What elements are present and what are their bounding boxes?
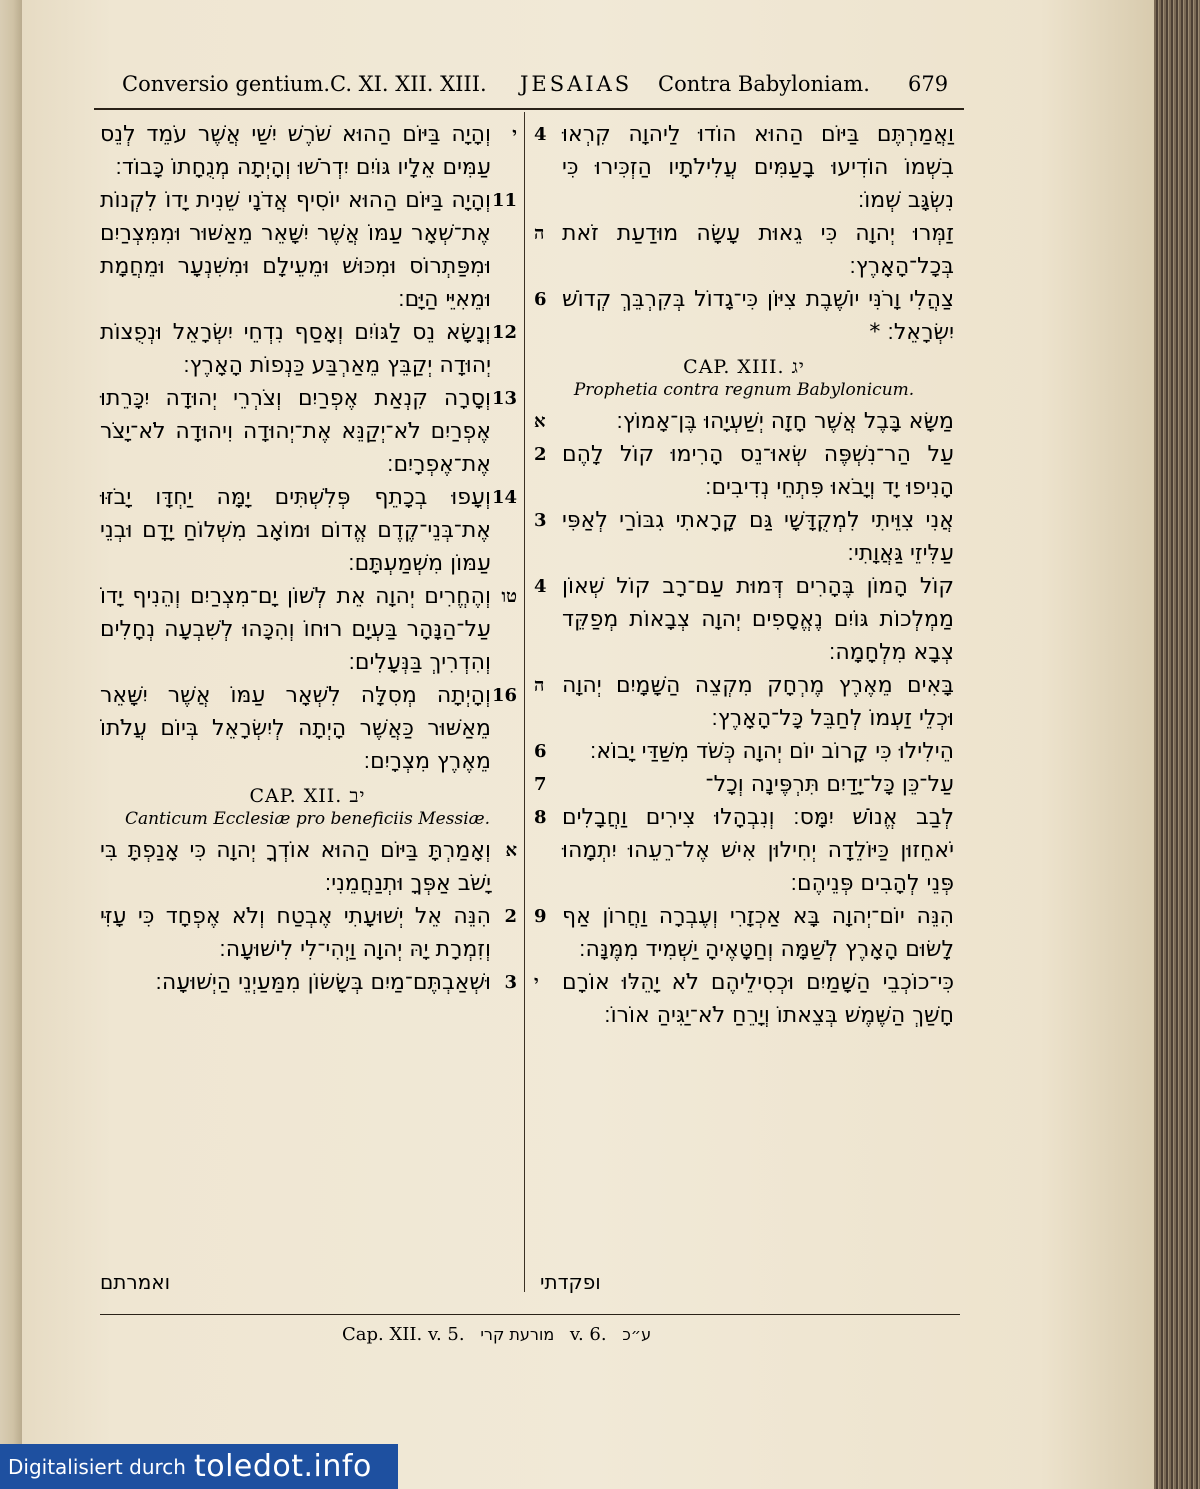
running-head-right: Contra Babyloniam. xyxy=(658,72,870,96)
left-column-verses-bottom xyxy=(100,834,515,999)
verse-number: 2 xyxy=(534,444,547,465)
verse-text: וְסָרָה קִנְאַת אֶפְרַיִם וְצֹרְרֵי יְהוּדָה יִכָּרֵתוּ אֶפְרַיִם לֹא־יְקַנֵּא אֶת־יְהוּדָה וִיהוּדָה לֹא־יָצֹר אֶת־אֶפְרָיִם׃ xyxy=(100,386,491,477)
verse-number: י xyxy=(534,972,539,993)
verse xyxy=(534,768,954,801)
verse-number: טו xyxy=(501,586,517,607)
verse-text: וְהֶחֱרִים יְהוָה אֵת לְשׁוֹן יָם־מִצְרַיִם וְהֵנִיף יָדוֹ עַל־הַנָּהָר בַּעְיָם רוּחוֹ וְהִכָּהוּ לְשִׁבְעָה נְחָלִים וְהִדְרִיךְ בַּנְּעָלִים׃ xyxy=(100,584,491,675)
verse-text: צַהֲלִי וָרֹנִּי יוֹשֶׁבֶת צִיּוֹן כִּי־גָדוֹל בְּקִרְבֵּךְ קְדוֹשׁ יִשְׂרָאֵל׃ * xyxy=(562,287,954,345)
verse-number: 7 xyxy=(534,774,547,795)
verse-text: בָּאִים מֵאֶרֶץ מֶרְחָק מִקְצֵה הַשָּׁמָיִם יְהוָה וּכְלֵי זַעְמוֹ לְחַבֵּל כָּל־הָאָרֶץ׃ xyxy=(562,673,954,731)
verse-text: וַאֲמַרְתֶּם בַּיּוֹם הַהוּא הוֹדוּ לַיהוָה קִרְאוּ בִשְׁמוֹ הוֹדִיעוּ בָעַמִּים עֲלִילֹתָיו הַזְכִּירוּ כִּי נִשְׂגָּב שְׁמוֹ׃ xyxy=(562,122,954,213)
verse-number: 8 xyxy=(534,807,547,828)
chapter-heading: CAP. XIII. יג xyxy=(683,356,805,378)
chapter-subtitle: Prophetia contra regnum Babylonicum. xyxy=(573,380,915,400)
verse xyxy=(534,669,954,735)
verse-number: א xyxy=(534,411,546,432)
verse xyxy=(100,900,517,966)
previous-page-edge xyxy=(0,0,22,1489)
footnote-left-ref: Cap. XII. v. 5. xyxy=(342,1324,465,1345)
verse xyxy=(100,580,517,679)
verse-text: מַשָּׂא בָּבֶל אֲשֶׁר חָזָה יְשַׁעְיָהוּ בֶּן־אָמוֹץ׃ xyxy=(616,409,954,434)
verse-text: לְבַב אֱנוֹשׁ יִמָּס׃ וְנִבְהָלוּ צִירִים וַחֲבָלִים יֹאחֵזוּן כַּיּוֹלֵדָה יְחִילוּן אִישׁ אֶל־רֵעֵהוּ יִתְמָהוּ פְּנֵי לְהָבִים פְּנֵיהֶם׃ xyxy=(562,805,954,896)
verse xyxy=(100,382,517,481)
verse-number: א xyxy=(505,840,517,861)
verse-text: עַל־כֵּן כָּל־יָדַיִם תִּרְפֶּינָה וְכָל־ xyxy=(705,772,954,797)
verse-number: 14 xyxy=(491,487,517,508)
verse-number: 3 xyxy=(534,510,547,531)
verse xyxy=(100,118,517,184)
verse-text: עַל הַר־נִשְׁפֶּה שְׂאוּ־נֵס הָרִימוּ קוֹל לָהֶם הָנִיפוּ יָד וְיָבֹאוּ פִּתְחֵי נְדִיבִים׃ xyxy=(562,442,954,500)
footnote-rule xyxy=(100,1314,960,1315)
verse-number: 3 xyxy=(504,972,517,993)
verse-text: הֵילִילוּ כִּי קָרוֹב יוֹם יְהוָה כְּשֹׁד מִשַּׁדַּי יָבוֹא׃ xyxy=(589,739,954,764)
verse-text: הִנֵּה יוֹם־יְהוָה בָּא אַכְזָרִי וְעֶבְרָה וַחֲרוֹן אַף לָשׂוּם הָאָרֶץ לְשַׁמָּה וְחַטָּאֶיהָ יַשְׁמִיד מִמֶּנָּה׃ xyxy=(562,904,954,962)
page-block-edges xyxy=(1154,0,1200,1489)
right-column-verses-bottom xyxy=(534,405,954,1032)
verse-text: וְאָמַרְתָּ בַּיּוֹם הַהוּא אוֹדְךָ יְהוָה כִּי אָנַפְתָּ בִּי יָשֹׁב אַפְּךָ וּתְנַחֲמֵנִי׃ xyxy=(100,838,491,896)
verse xyxy=(100,481,517,580)
verse xyxy=(100,966,517,999)
running-head-chapters: C. XI. XII. XIII. xyxy=(330,72,487,96)
right-column xyxy=(534,118,954,1298)
watermark-prefix: Digitalisiert durch xyxy=(8,1454,186,1479)
verse xyxy=(100,184,517,316)
page-number: 679 xyxy=(908,72,949,96)
column-divider xyxy=(524,112,525,1292)
verse xyxy=(534,801,954,900)
verse-number: 12 xyxy=(491,322,517,343)
verse-text: זַמְּרוּ יְהוָה כִּי גֵאוּת עָשָׂה מוּדַעַת זֹאת בְּכָל־הָאָרֶץ׃ xyxy=(562,221,954,279)
running-head-book: JESAIAS xyxy=(520,72,633,96)
catchword-left: ואמרתם xyxy=(100,1270,171,1294)
verse xyxy=(100,316,517,382)
verse xyxy=(100,834,517,900)
verse-text: וּשְׁאַבְתֶּם־מַיִם בְּשָׂשׂוֹן מִמַּעַיְנֵי הַיְשׁוּעָה׃ xyxy=(155,970,491,995)
verse xyxy=(534,504,954,570)
verse-number: 4 xyxy=(534,576,547,597)
verse-number: 11 xyxy=(491,190,517,211)
verse-number: 2 xyxy=(504,906,517,927)
verse-text: וְהָיְתָה מְסִלָּה לִשְׁאָר עַמּוֹ אֲשֶׁר יִשָּׁאֵר מֵאַשּׁוּר כַּאֲשֶׁר הָיְתָה לְיִשְׂרָאֵל בְּיוֹם עֲלֹתוֹ מֵאֶרֶץ מִצְרָיִם׃ xyxy=(100,683,491,774)
verse-number: ה xyxy=(534,223,545,244)
verse-number: י xyxy=(512,124,517,145)
verse xyxy=(534,283,954,349)
verse-text: קוֹל הָמוֹן בֶּהָרִים דְּמוּת עַם־רָב קוֹל שְׁאוֹן מַמְלְכוֹת גּוֹיִם נֶאֱסָפִים יְהוָה צְבָאוֹת מְפַקֵּד צְבָא מִלְחָמָה׃ xyxy=(562,574,954,665)
verse-number: ה xyxy=(534,675,545,696)
verse-number: 13 xyxy=(491,388,517,409)
footnote-right-hebrew: ע״כ xyxy=(622,1325,652,1344)
chapter-subtitle: Canticum Ecclesiæ pro beneficiis Messiæ. xyxy=(124,809,491,829)
verse xyxy=(534,118,954,217)
verse-text: וְנָשָׂא נֵס לַגּוֹיִם וְאָסַף נִדְחֵי יִשְׂרָאֵל וּנְפֻצוֹת יְהוּדָה יְקַבֵּץ מֵאַרְבַּע כַּנְפוֹת הָאָרֶץ׃ xyxy=(100,320,491,378)
right-column-verses-top xyxy=(534,118,954,349)
verse-text: וְהָיָה בַּיּוֹם הַהוּא יוֹסִיף אֲדֹנָי שֵׁנִית יָדוֹ לִקְנוֹת אֶת־שְׁאָר עַמּוֹ אֲשֶׁר יִשָּׁאֵר מֵאַשּׁוּר וּמִמִּצְרַיִם וּמִפַּתְרוֹס וּמִכּוּשׁ וּמֵעֵילָם וּמִשִּׁנְעָר וּמֵחֲמָת וּמֵאִיֵּי הַיָּם׃ xyxy=(100,188,491,312)
verse xyxy=(100,679,517,778)
footnote-right-ref: v. 6. xyxy=(569,1324,607,1345)
footnote-left-hebrew: מורעת קרי xyxy=(480,1325,555,1344)
verse xyxy=(534,217,954,283)
chapter-heading: CAP. XII. יב xyxy=(249,785,366,807)
digitization-watermark[interactable] xyxy=(0,1444,398,1489)
verse-text: כִּי־כוֹכְבֵי הַשָּׁמַיִם וּכְסִילֵיהֶם לֹא יָהֵלּוּ אוֹרָם חָשַׁךְ הַשֶּׁמֶשׁ בְּצֵאתוֹ וְיָרֵחַ לֹא־יַגִּיהַ אוֹרוֹ׃ xyxy=(562,970,954,1028)
verse xyxy=(534,900,954,966)
footnote xyxy=(342,1324,661,1345)
verse-text: וְהָיָה בַּיּוֹם הַהוּא שֹׁרֶשׁ יִשַׁי אֲשֶׁר עֹמֵד לְנֵס עַמִּים אֵלָיו גּוֹיִם יִדְרֹשׁוּ וְהָיְתָה מְנֻחָתוֹ כָּבוֹד׃ xyxy=(100,122,491,180)
header-rule xyxy=(94,108,964,110)
verse xyxy=(534,966,954,1032)
verse-number: 9 xyxy=(534,906,547,927)
verse-text: אֲנִי צִוֵּיתִי לִמְקֻדָּשָׁי גַּם קָרָאתִי גִבּוֹרַי לְאַפִּי עַלִּיזֵי גַּאֲוָתִי׃ xyxy=(562,508,954,566)
verse xyxy=(534,735,954,768)
running-head-left: Conversio gentium. xyxy=(122,72,331,96)
verse xyxy=(534,438,954,504)
verse xyxy=(534,570,954,669)
verse-text: הִנֵּה אֵל יְשׁוּעָתִי אֶבְטַח וְלֹא אֶפְחָד כִּי עָזִּי וְזִמְרָת יָהּ יְהוָה וַיְהִי־לִי לִישׁוּעָה׃ xyxy=(100,904,491,962)
verse-number: 16 xyxy=(491,685,517,706)
verse-number: 4 xyxy=(534,124,547,145)
verse-text: וְעָפוּ בְכָתֵף פְּלִשְׁתִּים יָמָּה יַחְדָּו יָבֹזּוּ אֶת־בְּנֵי־קֶדֶם אֱדוֹם וּמוֹאָב מִשְׁלוֹחַ יָדָם וּבְנֵי עַמּוֹן מִשְׁמַעְתָּם׃ xyxy=(100,485,491,576)
catchword-right: ופקדתי xyxy=(540,1270,601,1294)
left-column-verses-top xyxy=(100,118,515,778)
verse xyxy=(534,405,954,438)
verse-number: 6 xyxy=(534,741,547,762)
running-head xyxy=(122,72,962,108)
verse-number: 6 xyxy=(534,289,547,310)
watermark-brand-link[interactable]: toledot.info xyxy=(193,1449,372,1484)
left-column xyxy=(100,118,515,1298)
